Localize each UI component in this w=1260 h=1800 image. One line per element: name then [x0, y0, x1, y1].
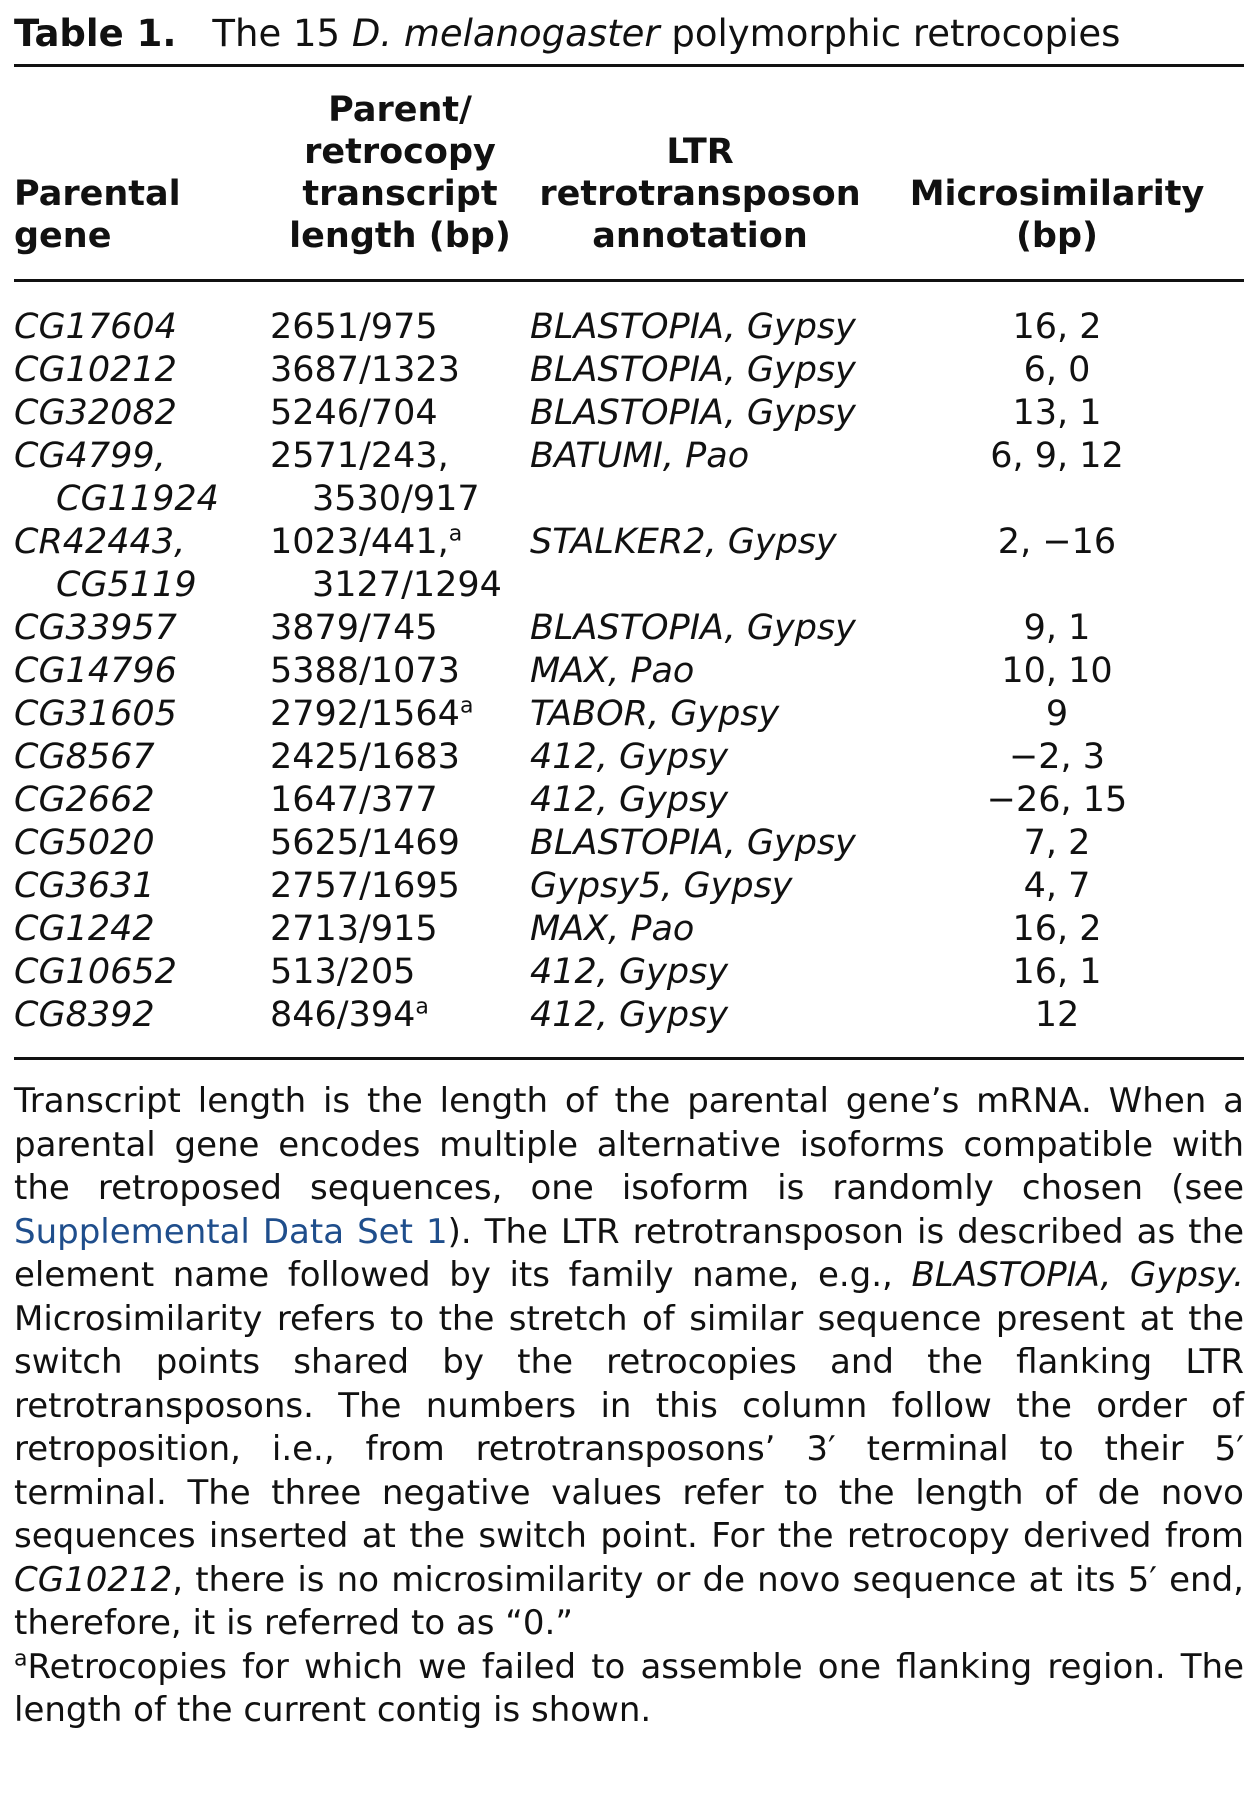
cell-ltr-annotation: MAX, Pao [530, 651, 695, 691]
cell-microsimilarity: 10, 10 [1001, 651, 1113, 691]
cell-parental-gene [14, 865, 270, 908]
length-value: 5246/704 [270, 393, 438, 433]
length-value: 2757/1695 [270, 866, 460, 906]
gene-name: CG11924 [56, 479, 219, 519]
table-notes [14, 1080, 1244, 1733]
length-value: 2425/1683 [270, 737, 460, 777]
cell-transcript-length [270, 607, 530, 650]
table-row [14, 908, 1244, 951]
cell-parental-gene [14, 650, 270, 693]
notes-text-c: Microsimilarity refers to the stretch of similar sequence present at the switch points shared by the retrocopies and the flanking LTR retrotransposons. The numbers in this column follow the order of retroposition, i.e., from retrotransposons’ 3′ terminal to their 5′ terminal. The three negative values refer to the length of de novo sequences inserted at the switch point. For the retrocopy derived from [14, 1298, 1244, 1556]
cell-microsimilarity: −26, 15 [986, 780, 1128, 820]
column-header-line: Parental [14, 174, 181, 214]
cell-transcript-length [270, 693, 530, 736]
gene-name: CG14796 [14, 651, 177, 691]
title-prefix: The 15 [212, 12, 352, 55]
length-value: 5388/1073 [270, 651, 460, 691]
cell-transcript-length [270, 435, 530, 521]
column-header-ltr [530, 67, 870, 279]
length-value: 2792/1564 [270, 694, 460, 734]
cell-transcript-length [270, 349, 530, 392]
table-row [14, 650, 1244, 693]
cell-transcript-length [270, 392, 530, 435]
notes-text-d: , there is no microsimilarity or de novo sequence at its 5′ end, therefore, it is referred to as “0.” [14, 1559, 1244, 1643]
table-label: Table 1. [14, 12, 177, 55]
cell-transcript-length [270, 951, 530, 994]
cell-microsimilarity: 12 [1034, 995, 1080, 1035]
gene-name: CG10652 [14, 952, 177, 992]
table-row [14, 994, 1244, 1057]
cell-ltr-annotation: BLASTOPIA, Gypsy [530, 608, 856, 648]
cell-ltr-annotation: 412, Gypsy [530, 737, 729, 777]
cell-transcript-length [270, 736, 530, 779]
notes-text-a: Transcript length is the length of the parental gene’s mRNA. When a parental gene encodes multiple alternative isoforms compatible with the retroposed sequences, one isoform is randomly chosen (see [14, 1081, 1244, 1208]
table-body [14, 282, 1244, 1057]
cell-microsimilarity: 16, 2 [1012, 307, 1102, 347]
cell-microsimilarity: 16, 2 [1012, 909, 1102, 949]
cell-ltr-annotation: BATUMI, Pao [530, 436, 750, 476]
cell-microsimilarity: 6, 9, 12 [990, 436, 1124, 476]
gene-name: CG4799, [14, 436, 166, 476]
table-row [14, 822, 1244, 865]
table-row [14, 865, 1244, 908]
length-value: 2713/915 [270, 909, 438, 949]
cell-ltr-annotation: BLASTOPIA, Gypsy [530, 393, 856, 433]
cell-microsimilarity: −2, 3 [1008, 737, 1106, 777]
cell-parental-gene [14, 693, 270, 736]
cell-parental-gene [14, 951, 270, 994]
length-value: 513/205 [270, 952, 416, 992]
length-value: 5625/1469 [270, 823, 460, 863]
table-row [14, 282, 1244, 349]
cell-microsimilarity: 4, 7 [1023, 866, 1091, 906]
table-row [14, 951, 1244, 994]
cell-transcript-length [270, 822, 530, 865]
column-header-gene [14, 67, 270, 279]
gene-name: CG5020 [14, 823, 155, 863]
cell-ltr-annotation: BLASTOPIA, Gypsy [530, 350, 856, 390]
column-header-line: LTR [666, 132, 734, 172]
length-value: 2571/243, [270, 436, 449, 476]
gene-name: CG32082 [14, 393, 177, 433]
cell-parental-gene [14, 282, 270, 349]
cell-parental-gene [14, 994, 270, 1057]
column-header-line: retrotransposon [539, 174, 861, 214]
column-header-line: retrocopy [304, 132, 496, 172]
cell-microsimilarity: 7, 2 [1023, 823, 1091, 863]
cell-parental-gene [14, 779, 270, 822]
column-header-micro [870, 67, 1244, 279]
column-header-line: Microsimilarity [909, 174, 1205, 214]
gene-name: CG2662 [14, 780, 155, 820]
cell-parental-gene [14, 736, 270, 779]
cell-ltr-annotation: 412, Gypsy [530, 780, 729, 820]
footnote [14, 1646, 1244, 1733]
gene-name: CG33957 [14, 608, 177, 648]
gene-name: CG17604 [14, 307, 177, 347]
bottom-rule [14, 1057, 1244, 1060]
cell-parental-gene [14, 607, 270, 650]
cell-ltr-annotation: TABOR, Gypsy [530, 694, 780, 734]
gene-name: CG8567 [14, 737, 155, 777]
cell-ltr-annotation: BLASTOPIA, Gypsy [530, 307, 856, 347]
notes-gene: CG10212 [14, 1559, 173, 1600]
column-header-line: annotation [592, 216, 808, 256]
gene-name: CG5119 [56, 565, 197, 605]
title-suffix: polymorphic retrocopies [659, 12, 1121, 55]
footnote-marker: a [448, 521, 463, 547]
column-header-line: (bp) [1015, 216, 1099, 256]
cell-ltr-annotation: 412, Gypsy [530, 952, 729, 992]
table-row [14, 736, 1244, 779]
gene-name: CG3631 [14, 866, 155, 906]
cell-transcript-length [270, 994, 530, 1057]
footnote-marker: a [415, 994, 429, 1020]
table-document [14, 8, 1244, 1733]
footnote-marker: a [459, 693, 474, 719]
cell-transcript-length [270, 282, 530, 349]
cell-parental-gene [14, 908, 270, 951]
table-title [14, 8, 1244, 60]
cell-parental-gene [14, 521, 270, 607]
cell-microsimilarity: 9, 1 [1023, 608, 1091, 648]
footnote-text: Retrocopies for which we failed to assemble one flanking region. The length of the current contig is shown. [14, 1646, 1244, 1730]
table-row [14, 392, 1244, 435]
length-value: 2651/975 [270, 307, 438, 347]
retrocopies-table-body [14, 282, 1244, 1057]
cell-ltr-annotation: Gypsy5, Gypsy [530, 866, 793, 906]
cell-parental-gene [14, 349, 270, 392]
cell-transcript-length [270, 865, 530, 908]
cell-transcript-length [270, 650, 530, 693]
notes-paragraph [14, 1080, 1244, 1646]
table-row [14, 607, 1244, 650]
table-header [14, 67, 1244, 279]
cell-parental-gene [14, 435, 270, 521]
retrocopies-table [14, 67, 1244, 279]
cell-ltr-annotation: STALKER2, Gypsy [530, 522, 837, 562]
table-row [14, 779, 1244, 822]
cell-ltr-annotation: MAX, Pao [530, 909, 695, 949]
table-row [14, 435, 1244, 521]
length-value: 3127/1294 [312, 565, 502, 605]
title-species: D. melanogaster [351, 12, 660, 55]
cell-ltr-annotation: 412, Gypsy [530, 995, 729, 1035]
column-header-line: transcript [302, 174, 498, 214]
gene-name: CG31605 [14, 694, 177, 734]
table-row [14, 349, 1244, 392]
cell-microsimilarity: 16, 1 [1012, 952, 1102, 992]
length-value: 3530/917 [312, 479, 480, 519]
column-header-line: gene [14, 216, 112, 256]
length-value: 3879/745 [270, 608, 438, 648]
length-value: 1647/377 [270, 780, 438, 820]
column-header-length [270, 67, 530, 279]
table-row [14, 521, 1244, 607]
length-value: 846/394 [270, 995, 416, 1035]
column-header-line: Parent/ [328, 90, 472, 130]
cell-ltr-annotation: BLASTOPIA, Gypsy [530, 823, 856, 863]
cell-transcript-length [270, 521, 530, 607]
notes-example: BLASTOPIA, Gypsy. [911, 1255, 1244, 1295]
cell-transcript-length [270, 908, 530, 951]
length-value: 1023/441, [270, 522, 449, 562]
notes-text-b: ). The LTR retrotransposon is described as the element name followed by its family name, e.g., [14, 1211, 1244, 1295]
column-header-line: length (bp) [289, 216, 511, 256]
length-value: 3687/1323 [270, 350, 460, 390]
footnote-mark: a [14, 1646, 28, 1672]
table-row [14, 693, 1244, 736]
cell-microsimilarity: 2, −16 [997, 522, 1117, 562]
cell-parental-gene [14, 822, 270, 865]
cell-microsimilarity: 9 [1045, 694, 1069, 734]
cell-parental-gene [14, 392, 270, 435]
gene-name: CG1242 [14, 909, 155, 949]
supplemental-link[interactable]: Supplemental Data Set 1 [14, 1211, 448, 1252]
gene-name: CG8392 [14, 995, 155, 1035]
gene-name: CG10212 [14, 350, 177, 390]
cell-microsimilarity: 13, 1 [1012, 393, 1102, 433]
gene-name: CR42443, [14, 522, 186, 562]
cell-microsimilarity: 6, 0 [1023, 350, 1091, 390]
cell-transcript-length [270, 779, 530, 822]
